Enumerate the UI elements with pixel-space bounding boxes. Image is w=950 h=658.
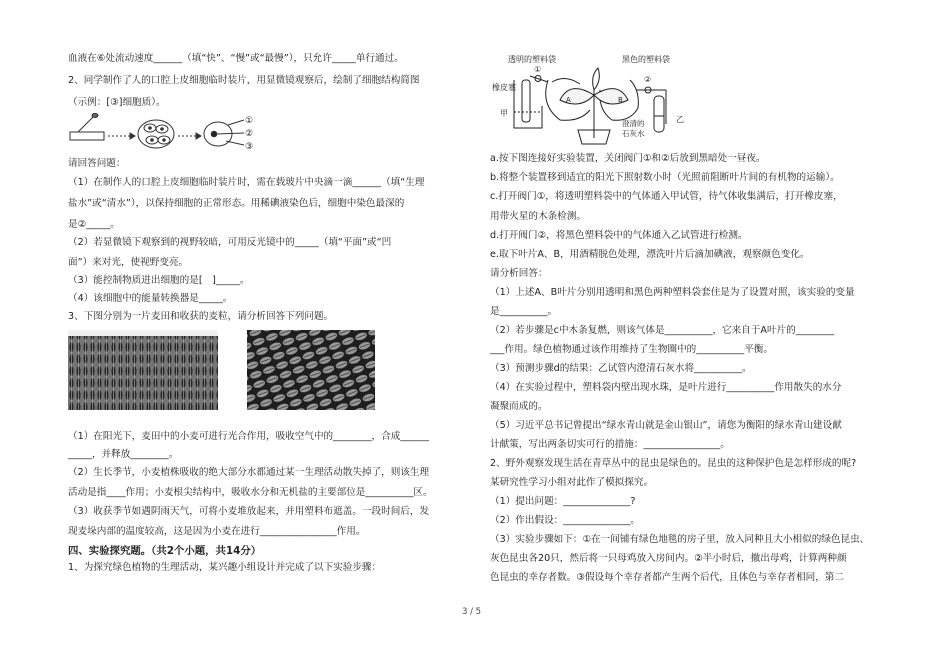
cell-label-3: ③ xyxy=(245,142,254,152)
right-line-10: ___作用。绿色植物通过该作用维持了生物圈中的__________平衡。 xyxy=(490,344,774,355)
right-line-12: （4）在实验过程中，塑料袋内壁出现水珠，是叶片进行__________作用散失的水分 xyxy=(490,382,842,393)
experiment-diagram xyxy=(490,50,690,146)
right-line-17: 某研究性学习小组对此作了模拟探究。 xyxy=(490,477,654,488)
beaker-left xyxy=(514,80,542,128)
left-line-14: （2）生长季节，小麦植株吸收的绝大部分水都通过某一生理活动散失掉了，则该生理 xyxy=(68,467,430,478)
right-line-15: 计献策，写出两条切实可行的措施：________________。 xyxy=(490,439,730,450)
section-heading: 四、实验探究题。（共2个小题，共14分） xyxy=(68,545,262,557)
cell-c-nucleus xyxy=(151,139,154,142)
pointer-1 xyxy=(228,120,244,125)
label-stopper: 橡皮塞 xyxy=(492,83,516,92)
right-line-6: 请分析回答： xyxy=(490,268,548,279)
left-line-17: 现麦垛内部的温度较高，这是因为小麦在进行________________作用。 xyxy=(68,526,366,537)
left-line-5: 盐水”或“清水”），以保持细胞的正常形态。用稀碘液染色后，细胞中染色最深的 xyxy=(68,198,405,209)
left-line-1: 2、同学制作了人的口腔上皮细胞临时装片，用显微镜观察后，绘制了细胞结构简图 xyxy=(68,75,420,86)
right-line-2: c.打开阀门①，将透明塑料袋中的气体通入甲试管，待气体收集满后，打开橡皮塞， xyxy=(490,191,843,202)
left-line-15: 活动是指____作用；小麦根尖结构中，吸收水分和无机盐的主要部位是__________区。 xyxy=(68,487,433,498)
left-line-16: （3）收获季节如遇阴雨天气，可将小麦堆放起来，并用塑料布遮盖。一段时间后，发 xyxy=(68,506,430,517)
label-transparent-bag: 透明的塑料袋 xyxy=(508,55,556,64)
right-line-5: e.取下叶片A、B，用酒精脱色处理，漂洗叶片后滴加碘液，观察颜色变化。 xyxy=(490,249,810,260)
right-line-4: d.打开阀门②，将黑色塑料袋中的气体通入乙试管进行检测。 xyxy=(490,230,748,241)
right-line-22: 色昆虫的幸存者数。③假设每个幸存者都产生两个后代，且体色与幸存者相同，第二 xyxy=(490,572,844,583)
cell-label-1: ① xyxy=(245,116,254,126)
right-line-19: （2）作出假设：______________。 xyxy=(490,515,641,526)
right-line-11: （3）预测步骤d的结果：乙试管内澄清石灰水将__________。 xyxy=(490,363,752,374)
left-line-7: （2）若显微镜下观察到的视野较暗，可用反光镜中的_____（填“平面”或“凹 xyxy=(68,237,392,248)
right-line-7: （1）上述A、B叶片分别用透明和黑色两种塑料袋套住是为了设置对照，该实验的变量 xyxy=(490,287,855,298)
right-line-16: 2、野外观察发现生活在青草丛中的昆虫是绿色的。昆虫的这种保护色是怎样形成的呢? xyxy=(490,458,857,469)
right-line-20: （3）实验步骤如下：①在一间铺有绿色地毯的房子里，放入同种且大小相似的绿色昆虫、 xyxy=(490,534,870,545)
arrow-head-1 xyxy=(130,133,135,139)
left-line-6: 是②_____。 xyxy=(68,219,120,230)
left-line-9: （3）能控制物质进出细胞的是[ ]_____。 xyxy=(68,275,250,286)
label-tube-yi: 乙 xyxy=(676,115,684,124)
left-line-12: （1）在阳光下，麦田中的小麦可进行光合作用，吸收空气中的________，合成______ xyxy=(68,431,430,442)
label-black-bag: 黑色的塑料袋 xyxy=(622,55,670,64)
slide-shape xyxy=(70,132,104,140)
cell-label-2: ② xyxy=(245,129,254,139)
left-line-18: 1、为探究绿色植物的生理活动，某兴趣小组设计并完成了以下实验步骤： xyxy=(68,562,382,573)
left-line-11: 3、下图分别为一片麦田和收获的麦粒，请分析回答下列问题。 xyxy=(68,311,334,322)
label-valve-2: ② xyxy=(644,75,652,84)
right-line-8: 是__________。 xyxy=(490,306,558,317)
left-line-4: （1）在制作人的口腔上皮细胞临时装片时，需在载玻片中央滴一滴______（填“生理 xyxy=(68,177,425,188)
right-line-18: （1）提出问题：______________? xyxy=(490,496,636,507)
test-tube-yi xyxy=(654,96,664,132)
left-line-13: _____，并释放________。 xyxy=(68,449,179,460)
swab-line xyxy=(78,116,94,132)
label-limewater-1: 澄清的 xyxy=(622,119,645,128)
arrow-head-2 xyxy=(196,133,201,139)
cell-b-nucleus xyxy=(161,128,164,131)
right-line-21: 灰色昆虫各20只，然后将一只母鸡放入房间内。②半小时后，撤出母鸡，计算两种颜 xyxy=(490,553,847,564)
test-tube-jia xyxy=(522,80,530,122)
left-line-8: 面”）来对光，使视野变亮。 xyxy=(68,257,189,268)
wheat-grains-photo xyxy=(247,330,375,410)
label-leaf-A: A xyxy=(566,96,571,104)
label-limewater-2: 石灰水 xyxy=(622,129,645,138)
label-leaf-B: B xyxy=(618,96,623,104)
right-line-3: 用带火星的木条检测。 xyxy=(490,211,586,222)
grain-texture xyxy=(247,330,375,410)
right-line-9: （2）若步骤是c中木条复燃，则该气体是__________，它来自于A叶片的________ xyxy=(490,325,835,336)
cell-slide-figure xyxy=(68,112,268,152)
right-line-14: （5）习近平总书记曾提出“绿水青山就是金山银山”，请您为衡阳的绿水青山建设献 xyxy=(490,420,842,431)
left-line-10: （4）该细胞中的能量转换器是_____。 xyxy=(68,293,233,304)
single-cell-nucleus xyxy=(211,131,217,137)
right-line-1: b.将整个装置移到适宜的阳光下照射数小时（光照前阻断叶片间的有机物的运输）。 xyxy=(490,172,840,183)
cell-cluster-outline xyxy=(138,120,174,148)
left-line-3: 请回答问题： xyxy=(68,158,126,169)
swab-tip xyxy=(92,114,98,118)
label-valve-1: ① xyxy=(534,65,542,74)
transparent-bag-top xyxy=(552,78,580,84)
cell-a-nucleus xyxy=(149,127,152,130)
wheat-shade xyxy=(68,336,218,410)
leaf-top xyxy=(593,68,600,90)
leaf-B xyxy=(594,89,628,104)
label-tube-jia: 甲 xyxy=(500,109,508,118)
page-number: 3 / 5 xyxy=(462,607,482,617)
pointer-3 xyxy=(226,141,244,145)
right-line-13: 凝聚而成的。 xyxy=(490,401,548,412)
right-line-0: a.按下图连接好实验装置，关闭阀门①和②后放到黑暗处一昼夜。 xyxy=(490,153,766,164)
pointer-2 xyxy=(216,133,244,134)
left-line-0: 血液在⑥处流动速度______（填“快”、“慢”或“最慢”），只允许_____单行通过。 xyxy=(68,53,404,64)
left-line-2: （示例：[③]细胞质）。 xyxy=(68,97,166,108)
cell-d-nucleus xyxy=(163,139,166,142)
wheat-field-photo xyxy=(68,330,218,410)
